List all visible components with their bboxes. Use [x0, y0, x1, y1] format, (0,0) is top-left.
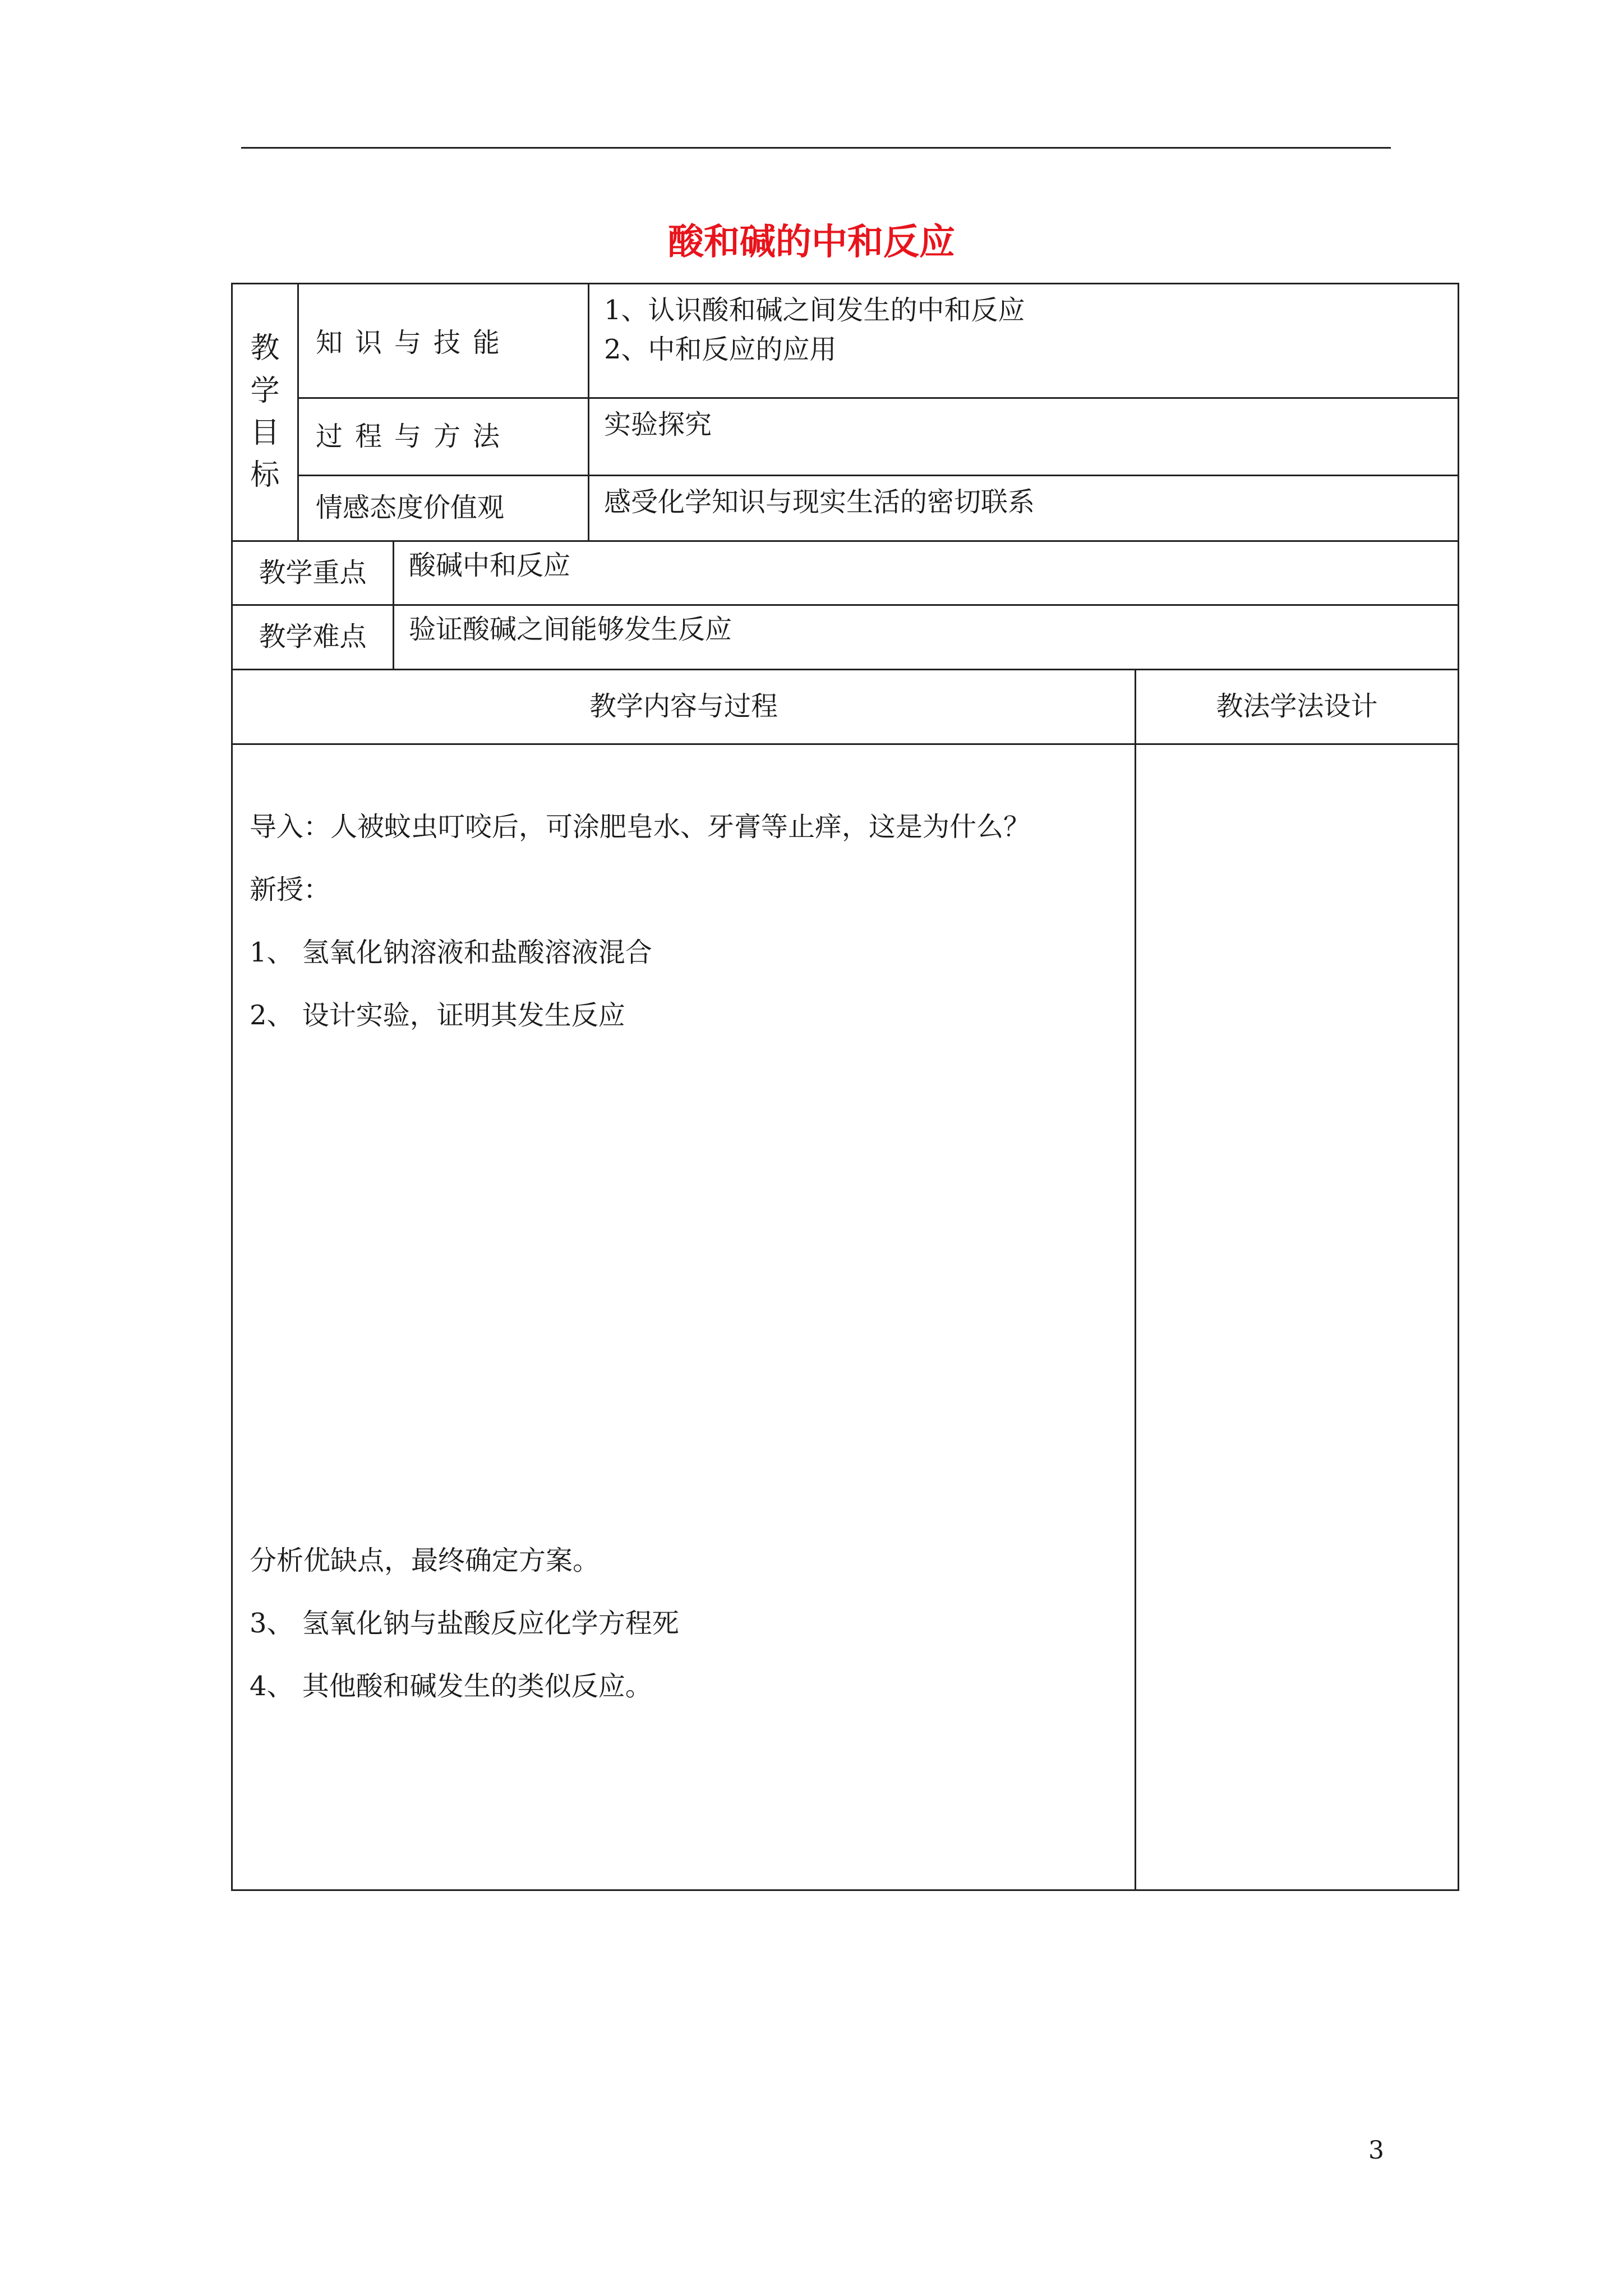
- difficulty-label: 教学难点: [232, 605, 394, 670]
- process-line: 导入：人被蚊虫叮咬后，可涂肥皂水、牙膏等止痒，这是为什么？: [250, 811, 1031, 843]
- document-title: 酸和碱的中和反应: [668, 222, 955, 263]
- objective-line: 2、中和反应的应用: [604, 333, 837, 365]
- focus-label: 教学重点: [232, 541, 394, 605]
- objective-line: 感受化学知识与现实生活的密切联系: [604, 486, 1035, 518]
- focus-value: 酸碱中和反应: [394, 541, 1459, 605]
- method-design-cell: [1136, 744, 1459, 1890]
- objective-label-process: 过程与方法: [298, 398, 589, 476]
- process-line: 2、 设计实验，证明其发生反应: [250, 1000, 625, 1031]
- process-line: 1、 氢氧化钠溶液和盐酸溶液混合: [250, 937, 652, 968]
- objective-value-process: [589, 398, 1459, 476]
- key-points-table: [231, 540, 1459, 670]
- process-line: 4、 其他酸和碱发生的类似反应。: [250, 1671, 652, 1702]
- process-table: [231, 669, 1459, 1891]
- process-line: 新授：: [250, 874, 331, 905]
- group-char: 教: [250, 332, 280, 366]
- objective-value-attitude: [589, 476, 1459, 541]
- blank-space: [250, 1047, 1118, 1529]
- header-rule: [241, 147, 1391, 149]
- objective-value-knowledge: [589, 284, 1459, 398]
- group-char: 标: [250, 458, 280, 493]
- process-line: 分析优缺点，最终确定方案。: [250, 1545, 600, 1576]
- objective-label-attitude: 情感态度价值观: [298, 476, 589, 541]
- objective-line: 实验探究: [604, 409, 712, 440]
- page-number: 3: [1368, 2136, 1384, 2165]
- group-char: 目: [250, 416, 280, 450]
- difficulty-value: 验证酸碱之间能够发生反应: [394, 605, 1459, 670]
- objectives-table: [231, 283, 1459, 542]
- objective-label-knowledge: 知识与技能: [298, 284, 589, 398]
- objective-line: 1、认识酸和碱之间发生的中和反应: [604, 295, 1025, 326]
- group-char: 学: [250, 374, 280, 408]
- process-line: 3、 氢氧化钠与盐酸反应化学方程死: [250, 1608, 679, 1639]
- column-header-method: 教法学法设计: [1136, 670, 1459, 744]
- process-content-cell: [232, 744, 1136, 1890]
- objectives-group-label: [232, 284, 298, 541]
- column-header-content: 教学内容与过程: [232, 670, 1136, 744]
